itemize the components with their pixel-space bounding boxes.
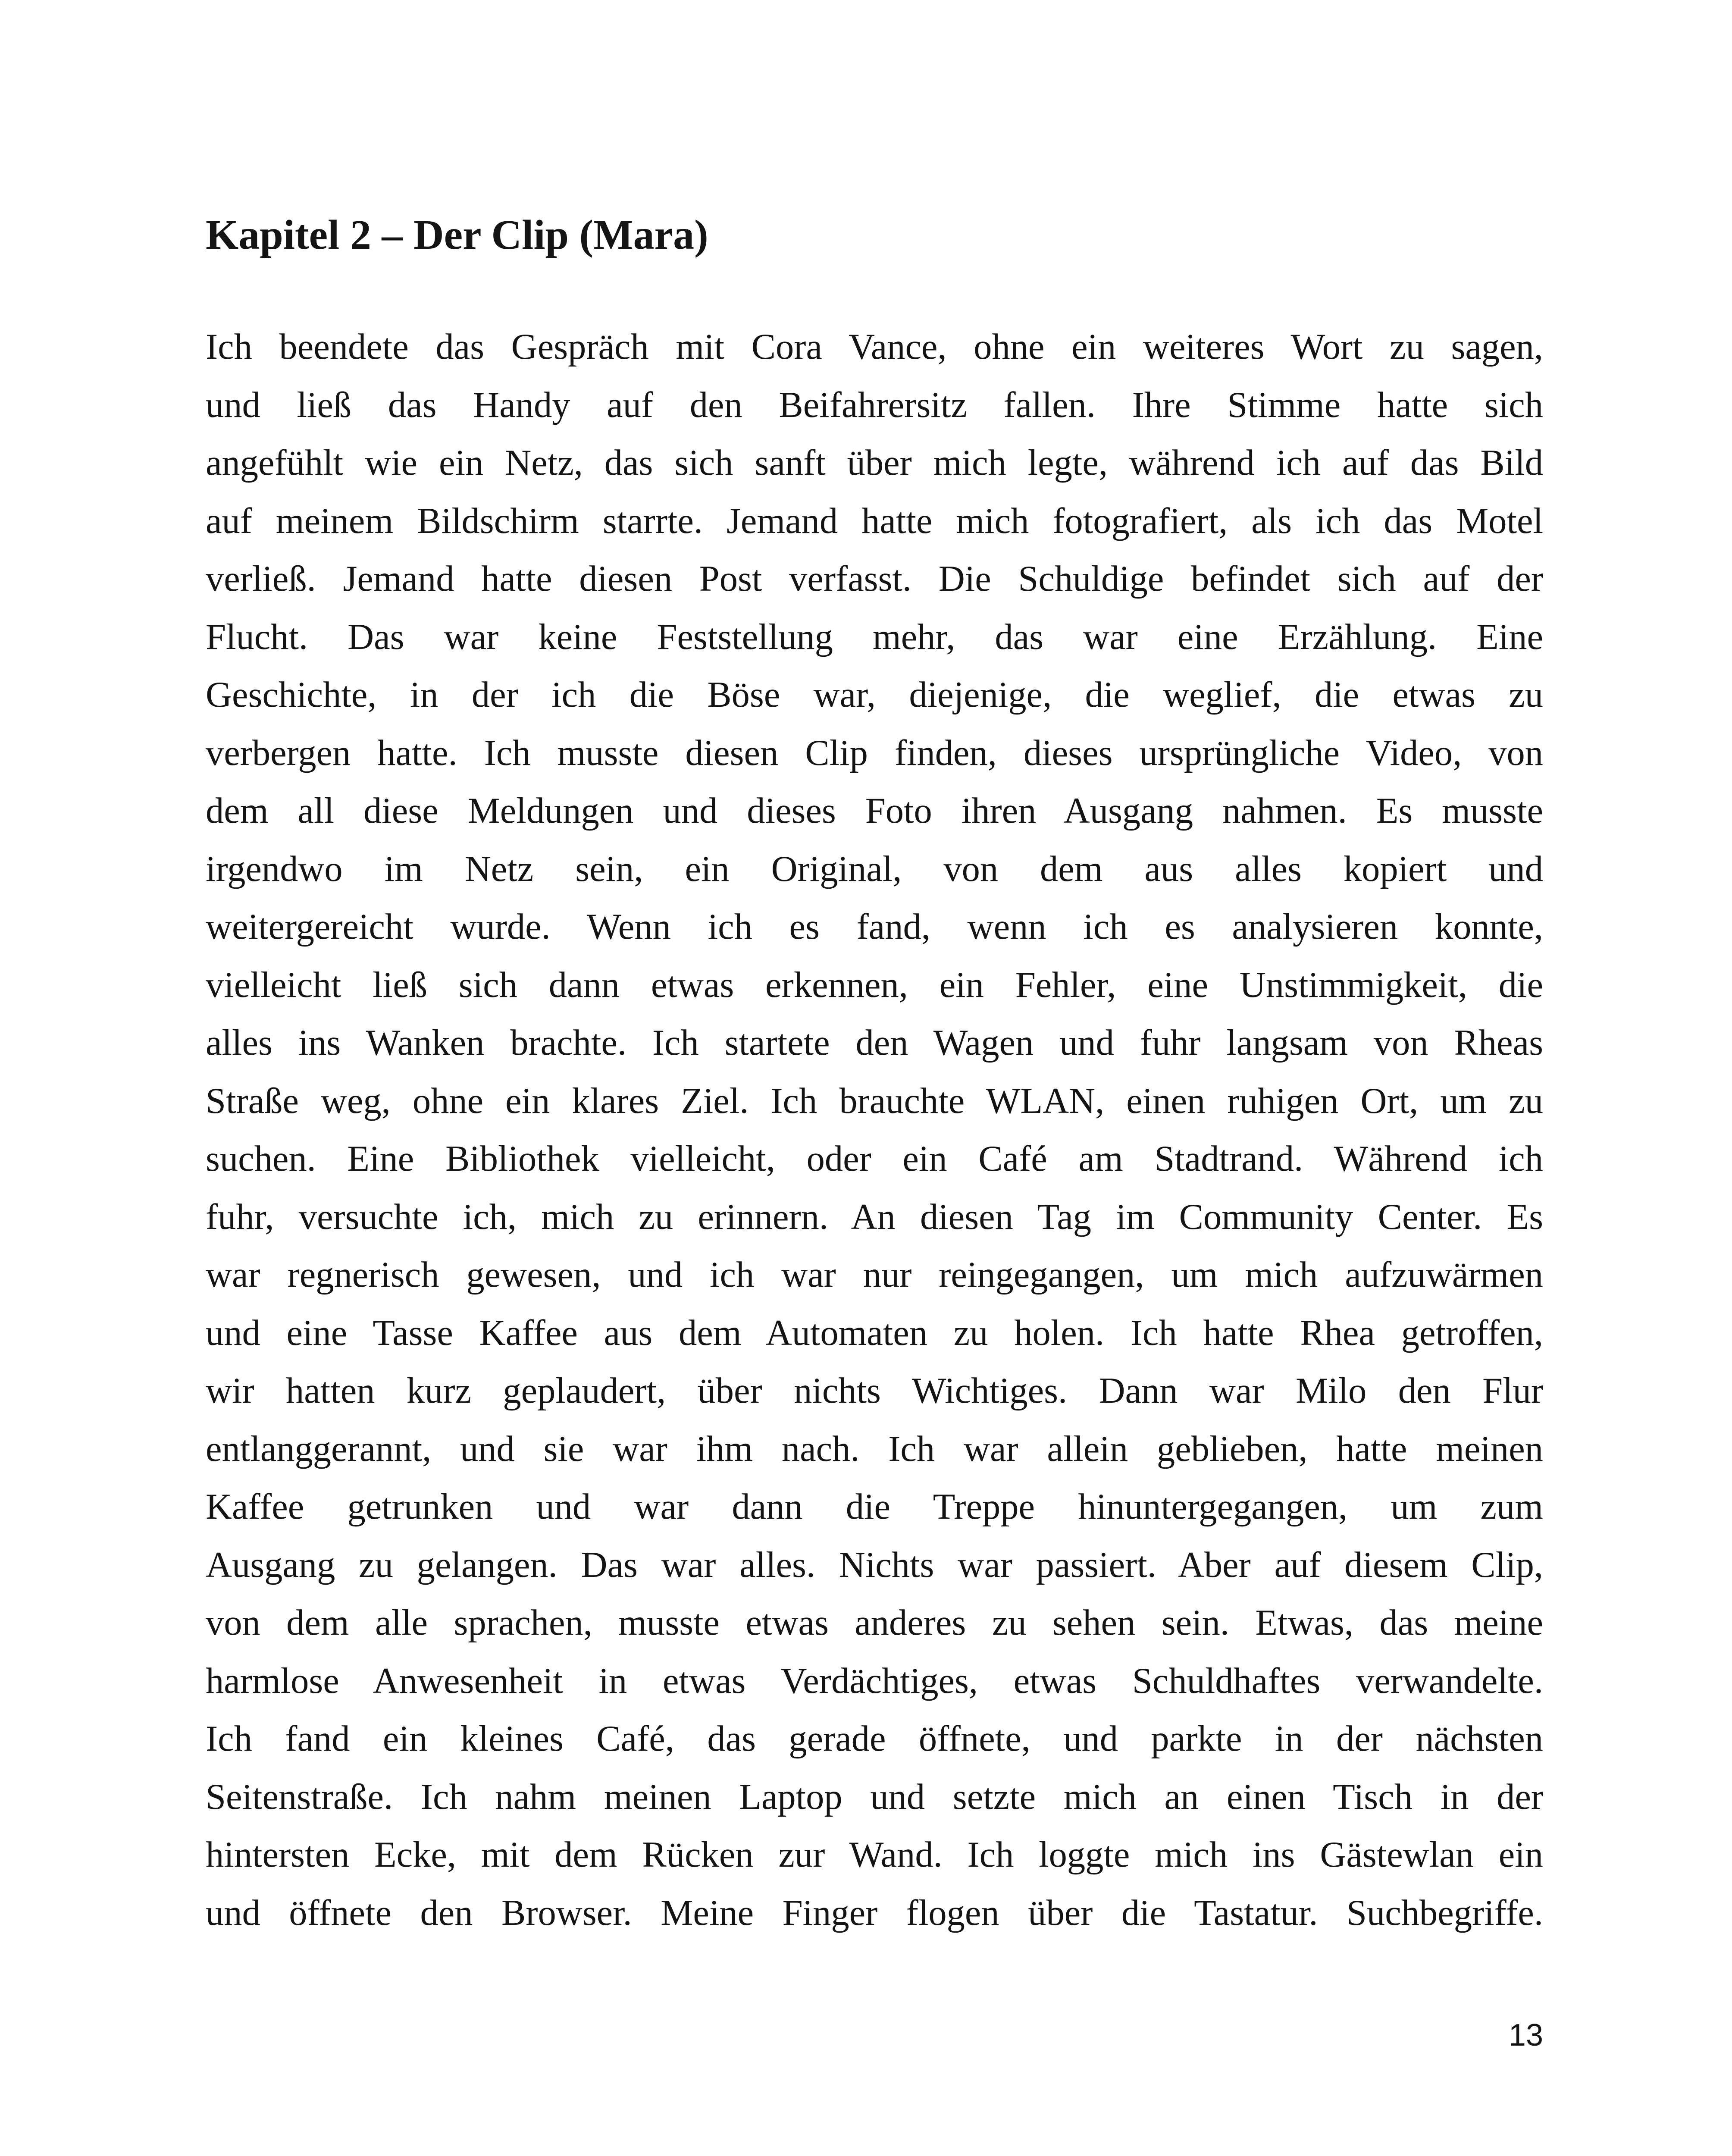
text-line: angefühlt wie ein Netz, das sich sanft über mich legte, während ich auf das Bild [206, 443, 1543, 483]
text-line: Flucht. Das war keine Feststellung mehr, das war eine Erzählung. Eine [206, 617, 1543, 657]
text-line: wir hatten kurz geplaudert, über nichts Wichtiges. Dann war Milo den Flur [206, 1371, 1543, 1411]
text-line: und öffnete den Browser. Meine Finger flogen über die Tastatur. Suchbegriffe. [206, 1893, 1543, 1933]
text-line: fuhr, versuchte ich, mich zu erinnern. An diesen Tag im Community Center. Es [206, 1197, 1543, 1237]
text-line: dem all diese Meldungen und dieses Foto ihren Ausgang nahmen. Es musste [206, 791, 1543, 831]
text-line: harmlose Anwesenheit in etwas Verdächtiges, etwas Schuldhaftes verwandelte. [206, 1661, 1543, 1701]
chapter-title: Kapitel 2 – Der Clip (Mara) [206, 212, 708, 258]
text-line: Ich beendete das Gespräch mit Cora Vance, ohne ein weiteres Wort zu sagen, [206, 327, 1543, 367]
text-line: entlanggerannt, und sie war ihm nach. Ich war allein geblieben, hatte meinen [206, 1429, 1543, 1469]
text-line: Straße weg, ohne ein klares Ziel. Ich brauchte WLAN, einen ruhigen Ort, um zu [206, 1081, 1543, 1121]
text-line: von dem alle sprachen, musste etwas anderes zu sehen sein. Etwas, das meine [206, 1603, 1543, 1643]
text-line: weitergereicht wurde. Wenn ich es fand, wenn ich es analysieren konnte, [206, 907, 1543, 947]
text-line: Kaffee getrunken und war dann die Treppe hinuntergegangen, um zum [206, 1487, 1543, 1527]
text-line: hintersten Ecke, mit dem Rücken zur Wand. Ich loggte mich ins Gästewlan ein [206, 1835, 1543, 1875]
text-line: und eine Tasse Kaffee aus dem Automaten zu holen. Ich hatte Rhea getroffen, [206, 1313, 1543, 1353]
body-text [206, 318, 1543, 1942]
text-line: und ließ das Handy auf den Beifahrersitz fallen. Ihre Stimme hatte sich [206, 385, 1543, 425]
text-line: suchen. Eine Bibliothek vielleicht, oder ein Café am Stadtrand. Während ich [206, 1139, 1543, 1179]
text-line: verließ. Jemand hatte diesen Post verfasst. Die Schuldige befindet sich auf der [206, 559, 1543, 599]
text-line: Geschichte, in der ich die Böse war, diejenige, die weglief, die etwas zu [206, 675, 1543, 715]
page-number: 13 [1508, 2018, 1543, 2053]
text-line: verbergen hatte. Ich musste diesen Clip finden, dieses ursprüngliche Video, von [206, 733, 1543, 773]
text-line: irgendwo im Netz sein, ein Original, von dem aus alles kopiert und [206, 849, 1543, 889]
text-line: war regnerisch gewesen, und ich war nur reingegangen, um mich aufzuwärmen [206, 1255, 1543, 1295]
text-line: auf meinem Bildschirm starrte. Jemand hatte mich fotografiert, als ich das Motel [206, 501, 1543, 541]
text-line: vielleicht ließ sich dann etwas erkennen, ein Fehler, eine Unstimmigkeit, die [206, 965, 1543, 1005]
text-line: Seitenstraße. Ich nahm meinen Laptop und setzte mich an einen Tisch in der [206, 1777, 1543, 1817]
text-line: Ich fand ein kleines Café, das gerade öffnete, und parkte in der nächsten [206, 1719, 1543, 1759]
text-line: Ausgang zu gelangen. Das war alles. Nichts war passiert. Aber auf diesem Clip, [206, 1545, 1543, 1585]
text-line: alles ins Wanken brachte. Ich startete den Wagen und fuhr langsam von Rheas [206, 1023, 1543, 1063]
